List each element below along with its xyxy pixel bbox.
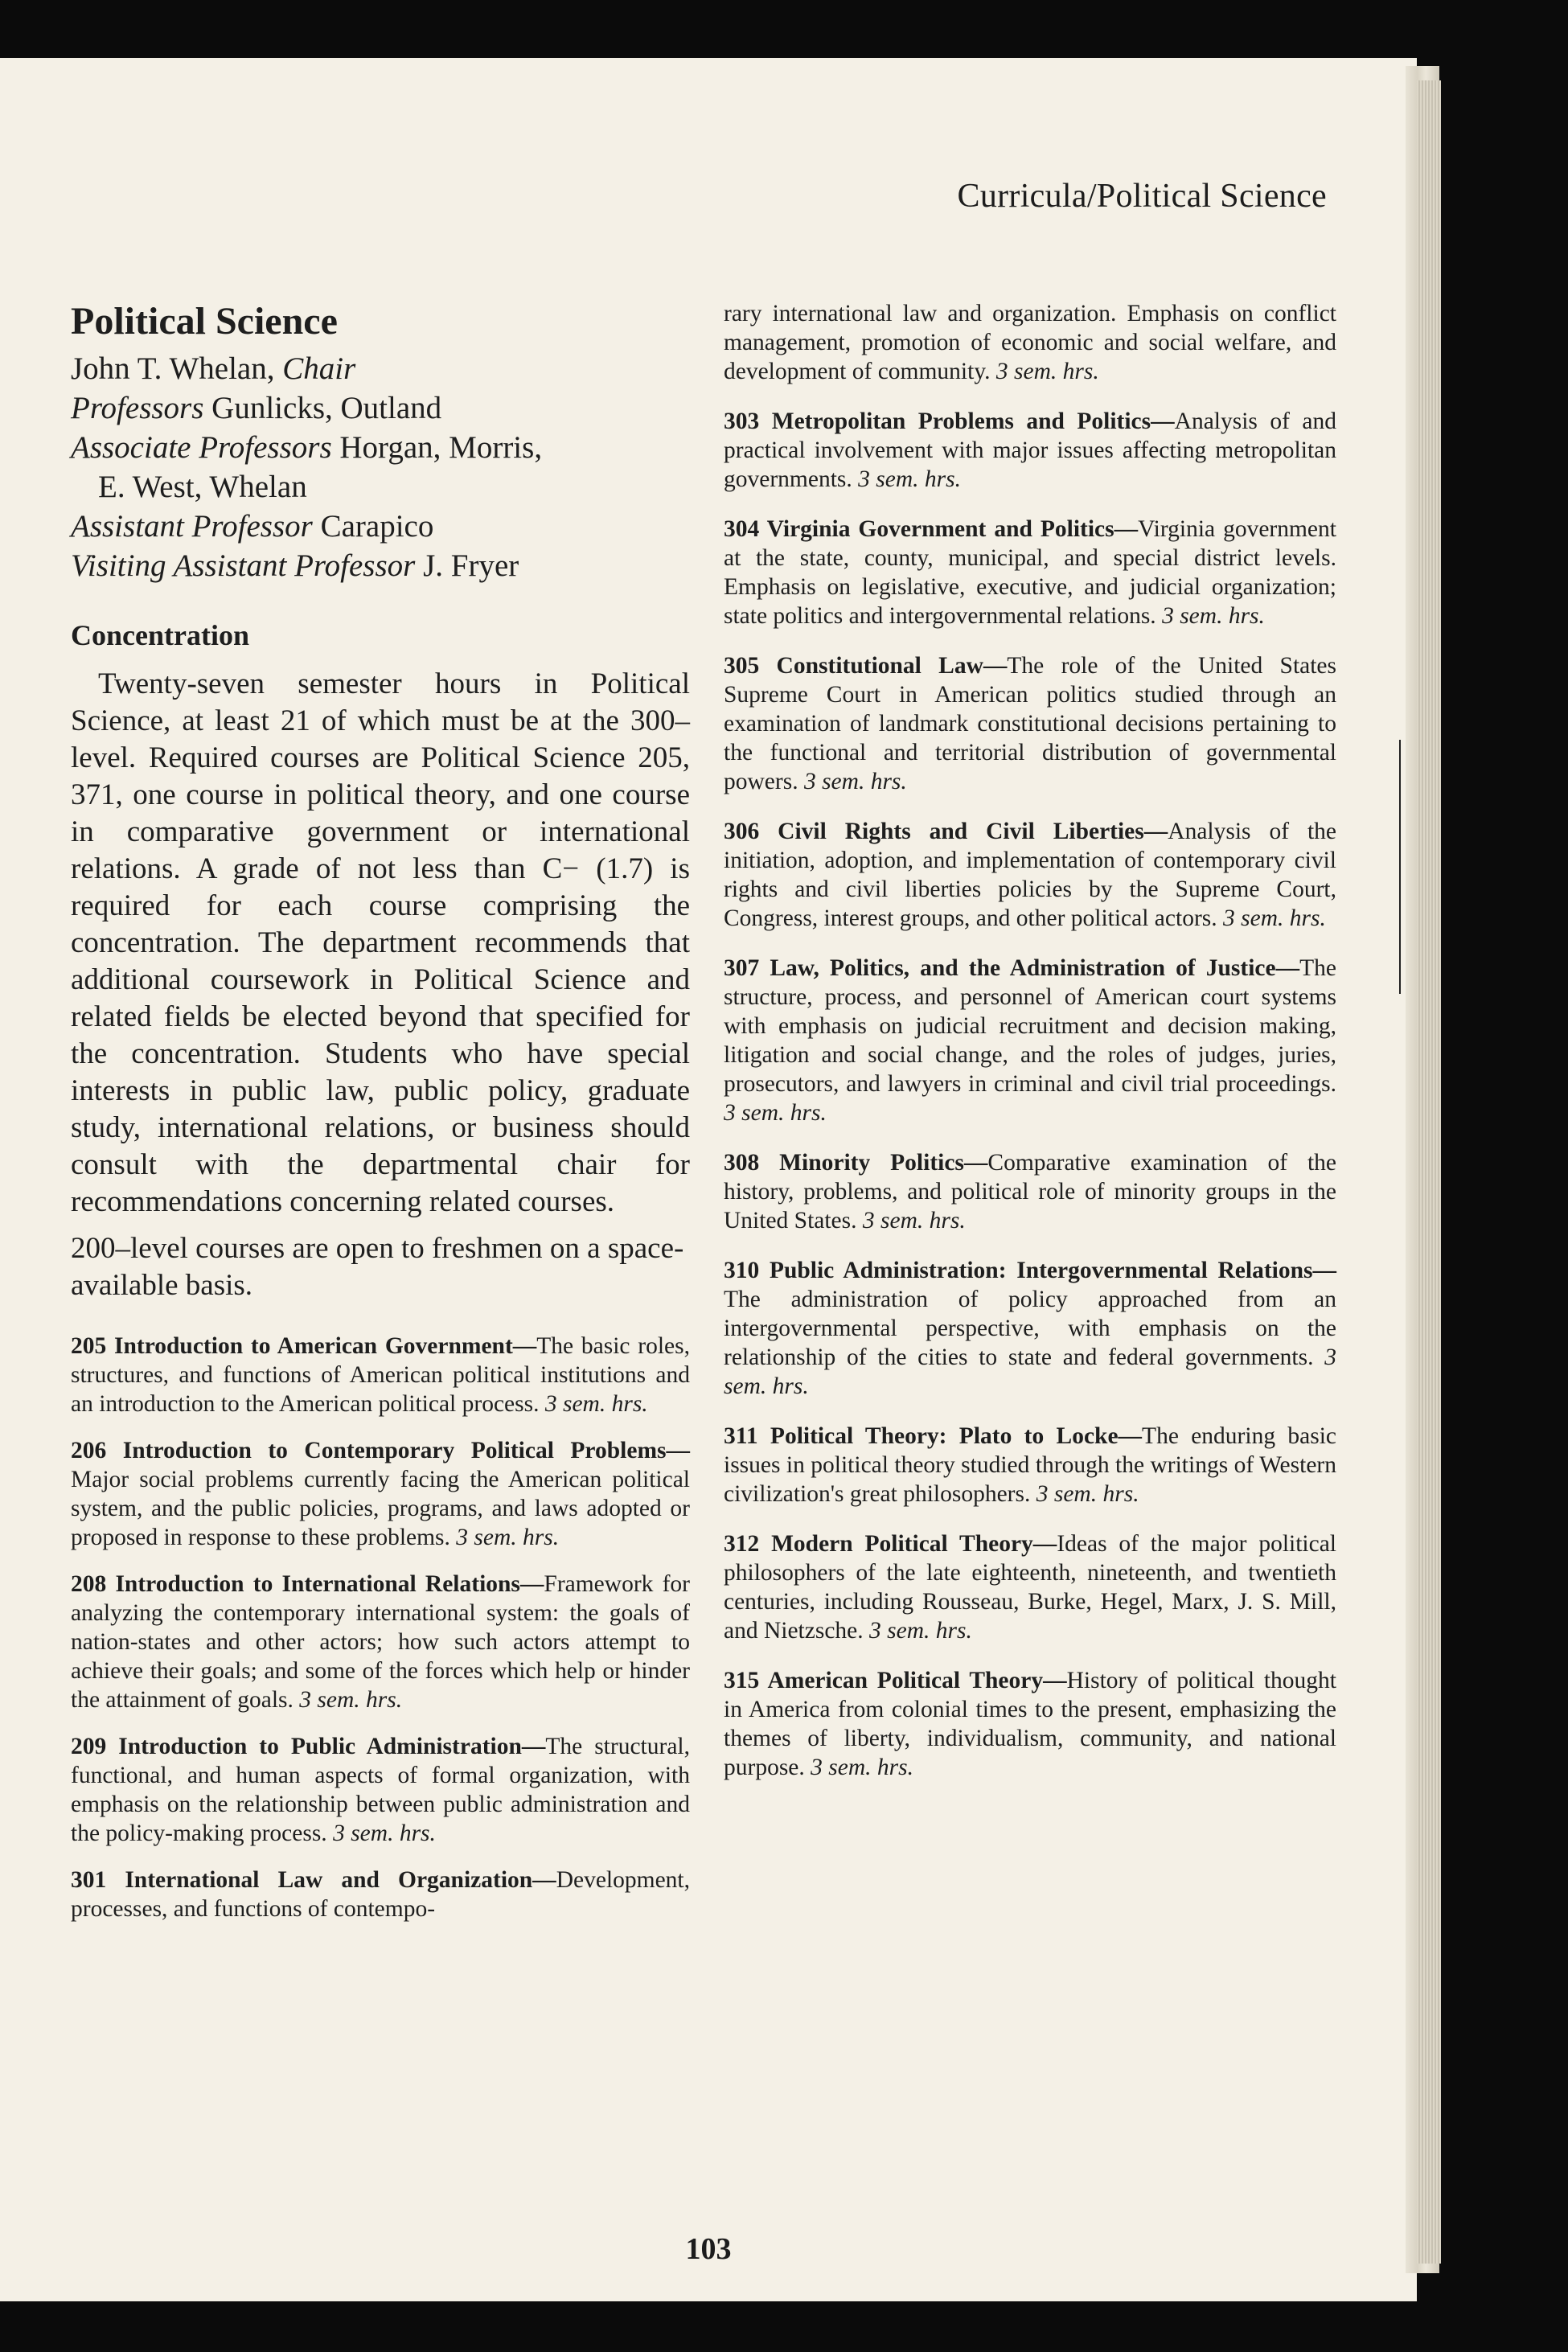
course-title: 308 Minority Politics— xyxy=(724,1150,988,1176)
course-hours: 3 sem. hrs. xyxy=(869,1618,972,1644)
faculty-assistant xyxy=(71,507,690,546)
chair-name: John T. Whelan, xyxy=(71,351,283,386)
course-description: The structural, functional, and human aspects of formal organization, with emphasis on the relationship between public administration and the policy-making process. xyxy=(71,1734,690,1846)
course-title: 311 Political Theory: Plato to Locke— xyxy=(724,1423,1143,1449)
course-title: 305 Constitutional Law— xyxy=(724,653,1008,679)
course-description: Ideas of the major political philosophers of the late eighteenth, nineteenth, and twentieth centuries, including Rousseau, Burke, Hegel, Marx, J. S. Mill, and Nietzsche. xyxy=(724,1531,1336,1644)
course-description: The administration of policy approached from an intergovernmental perspective, with emphasis on the relationship of the cities to state and federal governments. xyxy=(724,1287,1336,1370)
course-title: 304 Virginia Government and Politics— xyxy=(724,516,1139,542)
course-title: 301 International Law and Organization— xyxy=(71,1867,556,1893)
course-hours: 3 sem. hrs. xyxy=(456,1525,560,1550)
course-entry xyxy=(724,1148,1336,1235)
course-entry xyxy=(724,1256,1336,1401)
faculty-chair xyxy=(71,349,690,388)
faculty-list xyxy=(71,349,690,585)
faculty-associate-cont: E. West, Whelan xyxy=(98,470,307,504)
course-entry xyxy=(71,1436,690,1552)
course-description: rary international law and organization. Emphasis on conflict management, promotion of economic and social welfare, and development of community. xyxy=(724,301,1336,384)
assistant-role: Assistant Professor xyxy=(71,509,313,544)
course-entry xyxy=(71,1866,690,1923)
course-hours: 3 sem. hrs. xyxy=(1036,1481,1139,1507)
margin-rule xyxy=(1399,740,1401,994)
faculty-professors xyxy=(71,388,690,428)
faculty-associate xyxy=(71,428,690,467)
assistant-names: Carapico xyxy=(312,509,434,544)
running-head: Curricula/Political Science xyxy=(957,178,1327,215)
course-hours: 3 sem. hrs. xyxy=(299,1687,403,1713)
course-entry xyxy=(724,407,1336,494)
left-column xyxy=(71,299,690,1941)
course-description: Major social problems currently facing the American political system, and the public policies, programs, and laws adopted or proposed in response to these problems. xyxy=(71,1467,690,1550)
course-title: 208 Introduction to International Relations— xyxy=(71,1571,544,1597)
associate-role: Associate Professors xyxy=(71,430,332,465)
professors-role: Professors xyxy=(71,391,204,425)
concentration-heading: Concentration xyxy=(71,619,249,651)
course-hours: 3 sem. hrs. xyxy=(995,359,1099,384)
course-description: The basic roles, structures, and functions of American political institutions and an introduction to the American political process. xyxy=(71,1333,690,1417)
course-entry xyxy=(71,1332,690,1418)
catalog-page xyxy=(0,58,1417,2301)
associate-names: Horgan, Morris, xyxy=(331,430,543,465)
course-hours: 3 sem. hrs. xyxy=(811,1755,913,1780)
course-description: History of political thought in America from colonial times to the present, emphasizing the themes of liberty, individualism, community, and national purpose. xyxy=(724,1668,1337,1780)
professors-names: Gunlicks, Outland xyxy=(203,391,442,425)
course-description: The structure, process, and personnel of American court systems with emphasis on judicial recruitment and decision making, litigation and social change, and the roles of judges, juries, prosecutors, and lawyers in criminal and civil trial proceedings. xyxy=(724,955,1336,1097)
page-number: 103 xyxy=(685,2232,732,2266)
concentration-text: Twenty-seven semester hours in Political Science, at least 21 of which must be at the 300–level. Required courses are Political Science 205, 371, one course in political theory, and one course in comparative government or international relations. A grade of not less than C− (1.7) is required for each course comprising the concentration. The department recommends that additional coursework in Political Science and related fields be elected beyond that specified for the concentration. Students who have special interests in public law, public policy, graduate study, international relations, or business should consult with the departmental chair for recommendations concerning related courses. xyxy=(71,667,690,1218)
visiting-role: Visiting Assistant Professor xyxy=(71,548,416,583)
course-hours: 3 sem. hrs. xyxy=(862,1208,966,1233)
course-hours: 3 sem. hrs. xyxy=(544,1391,648,1417)
course-entry xyxy=(71,1732,690,1848)
course-description: Framework for analyzing the contemporary international system: the goals of nation-states and other actors; how such actors attempt to achieve their goals; and some of the forces which help or hinder the attainment of goals. xyxy=(71,1571,690,1713)
course-entry xyxy=(724,651,1336,796)
course-description: Virginia government at the state, county, municipal, and special district levels. Emphasis on legislative, executive, and judicial organization; state politics and intergovernmental relations. xyxy=(724,516,1336,629)
course-entry xyxy=(724,1666,1336,1782)
course-entry xyxy=(724,817,1336,933)
course-title: 310 Public Administration: Intergovernmental Relations— xyxy=(724,1258,1336,1283)
course-hours: 3 sem. hrs. xyxy=(724,1100,827,1126)
course-description: Comparative examination of the history, problems, and political role of minority groups in the United States. xyxy=(724,1150,1336,1233)
course-entry xyxy=(724,1529,1336,1645)
course-hours: 3 sem. hrs. xyxy=(803,769,907,794)
course-hours: 3 sem. hrs. xyxy=(1162,603,1265,629)
course-description: The role of the United States Supreme Court in American politics studied through an examination of landmark constitutional decisions pertaining to the functional and territorial distribution of governmental powers. xyxy=(724,653,1336,794)
course-title: 312 Modern Political Theory— xyxy=(724,1531,1057,1557)
course-title: 205 Introduction to American Government— xyxy=(71,1333,537,1359)
course-hours: 3 sem. hrs. xyxy=(724,1344,1336,1399)
course-title: 303 Metropolitan Problems and Politics— xyxy=(724,408,1175,434)
course-description: Analysis of the initiation, adoption, and implementation of contemporary civil rights and civil liberties policies by the Supreme Court, Congress, interest groups, and other political actors. xyxy=(724,819,1336,931)
course-entry-continued xyxy=(724,299,1336,386)
course-description: Development, processes, and functions of contempo- xyxy=(71,1867,690,1922)
course-title: 209 Introduction to Public Administration— xyxy=(71,1734,546,1759)
freshmen-note: 200–level courses are open to freshmen on a space-available basis. xyxy=(71,1232,684,1302)
chair-role: Chair xyxy=(282,351,356,386)
visiting-names: J. Fryer xyxy=(415,548,519,583)
course-entry xyxy=(724,954,1336,1127)
course-hours: 3 sem. hrs. xyxy=(1223,905,1326,931)
course-title: 306 Civil Rights and Civil Liberties— xyxy=(724,819,1168,844)
course-hours: 3 sem. hrs. xyxy=(333,1820,436,1846)
course-title: 206 Introduction to Contemporary Political Problems— xyxy=(71,1438,690,1463)
right-column xyxy=(724,299,1336,1803)
course-entry xyxy=(724,515,1336,630)
course-entry xyxy=(71,1570,690,1714)
section-title: Political Science xyxy=(71,300,338,343)
course-description: The enduring basic issues in political theory studied through the writings of Western civilization's great philosophers. xyxy=(724,1423,1336,1507)
course-title: 307 Law, Politics, and the Administration of Justice— xyxy=(724,955,1300,981)
course-hours: 3 sem. hrs. xyxy=(858,466,961,492)
course-description: Analysis of and practical involvement with major issues affecting metropolitan governments. xyxy=(724,408,1337,492)
faculty-visiting xyxy=(71,546,690,585)
course-title: 315 American Political Theory— xyxy=(724,1668,1067,1693)
left-course-list xyxy=(71,1332,690,1923)
course-entry xyxy=(724,1422,1336,1508)
page-stack-edge xyxy=(1417,80,1441,2264)
